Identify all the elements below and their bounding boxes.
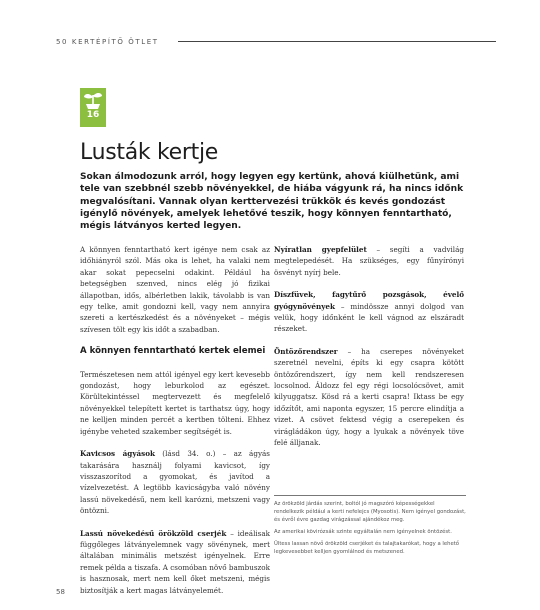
note-item: Ültess lassan növő örökzöld cserjéket és talajtakarókat, hogy a lehető legkevesebbet kelljen gyomlálnod és metszened. <box>274 541 460 555</box>
tip-title: Nyíratlan gyepfelület <box>274 245 367 254</box>
note-item: Az amerikai kövirózsák szinte egyáltalán nem igényelnek öntözést. <box>274 529 452 535</box>
tip-paragraph <box>80 528 270 596</box>
running-head: 50 KERTÉPÍTŐ ÖTLET <box>56 38 159 46</box>
tip-text: (lásd 34. o.) – az ágyás takarására használj folyami kavicsot, így visszaszorítod a gyomokat, és javítod a vízelvezetést. A legtöbb kavicságyba való növény lassú növekedésű, nem kell karózni, metszeni vagy öntözni. <box>80 449 270 516</box>
tip-title: Díszfüvek, fagytűrő pozsgások, évelő gyógynövények <box>274 290 464 311</box>
tip-paragraph <box>274 244 464 278</box>
tip-text: – mindössze annyi dolgod van velük, hogy időnként le kell vágnod az elszáradt részeket. <box>274 301 464 334</box>
tip-text: – ha cserepes növényeket szeretnél nevelni, építs ki egy csapra kötött öntözőrendszert, így nem kell rendszeresen locsolnod. Áldozz fel egy régi locsolócsövet, amit kilyuggatsz. Kösd rá a kerti csapra! Iktass be egy időzítőt, ami naponta egyszer, 15 percre elindítja a vizet. A csövet fektesd végig a cserepeken és virágládákon úgy, hogy a lyukak a növények töve felé álljanak. <box>274 346 464 448</box>
idea-number: 16 <box>86 110 100 120</box>
tip-paragraph <box>274 289 464 335</box>
idea-badge <box>80 88 106 127</box>
header-rule <box>178 41 496 42</box>
tip-title: Kavicsos ágyások <box>80 449 155 459</box>
tip-text: – segíti a vadvilág megtelepedését. Ha szükséges, egy fűnyírónyi ösvényt nyírj bele. <box>274 245 464 277</box>
tip-paragraph <box>274 346 464 449</box>
sprout-pot-icon <box>80 88 106 127</box>
note-item: Az örökzöld járdás szerint, boltól jó magszóró képességekkel rendelkezik például a kerti nefelejcs (Myosotis). Nem igényel gondozást, és évről évre gazdag virágzással ajándékoz meg. <box>274 501 466 523</box>
tip-text: – ideálisak függőleges látványelemnek vagy sövénynek, mert általában minimális metszést igényelnek. Erre remek példa a tiszafa. A csomóban növő bambuszok is hasznosak, mert nem kell őket metszeni, mégis biztosítják a kert magas látványelemét. <box>80 528 270 595</box>
tip-title: Lassú növekedésű örökzöld cserjék <box>80 528 227 538</box>
body-paragraph: Természetesen nem attól igényel egy kert kevesebb gondozást, hogy leburkolod az egészet. Körültekintéssel megtervezett és megfelelő növényekkel telepített kertet is tarthatsz úgy, hogy ne kelljen minden percét a kertben tölteni. Ehhez igénybe veheted szakember segítségét is. <box>80 369 270 436</box>
intro-paragraph: A könnyen fenntartható kert igénye nem csak az időhiányról szól. Más oka is lehet, ha valaki nem akar sokat pepecselni odakint. Például ha betegségben szenved, nincs elég jó fizikai állapotban, idős, albérletben lakik, távolabb is van egy telke, amit gondozni kell, vagy nem annyira szereti a kertészkedést és a növényeket – mégis szívesen tölt egy kis időt a szabadban. <box>80 245 270 334</box>
tip-title: Öntözőrendszer <box>274 346 338 356</box>
page-number: 58 <box>56 588 65 596</box>
left-column <box>80 244 270 607</box>
sidebar-note <box>274 495 466 559</box>
tip-paragraph <box>80 448 270 516</box>
right-column <box>274 244 464 460</box>
section-heading: A könnyen fenntartható kertek elemei <box>80 346 266 357</box>
lead-paragraph: Sokan álmodozunk arról, hogy legyen egy kertünk, ahová kiülhetünk, ami tele van szebbnél szebb növényekkel, de hiába vágyunk rá, ha nincs időnk megvalósítani. Vannak olyan kerttervezési trükkök és kevés gondozást igénylő növények, amelyek lehetővé teszik, hogy könnyen fenntartható, mégis látványos kerted legyen. <box>80 172 464 232</box>
page-title: Lusták kertje <box>80 140 219 165</box>
